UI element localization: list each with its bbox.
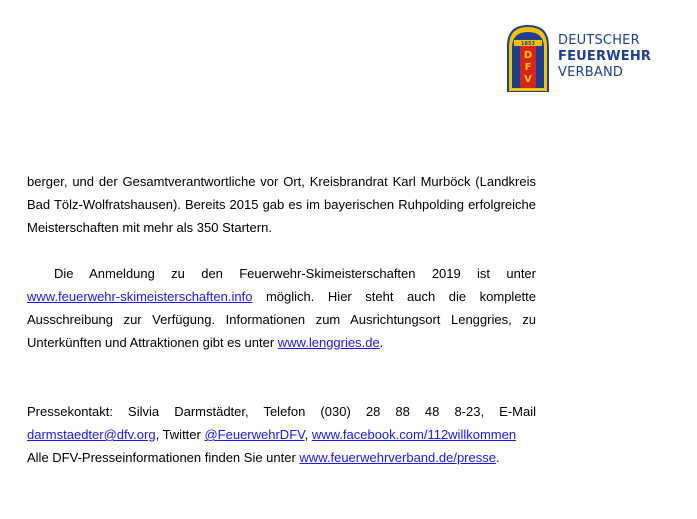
contact-text-b: , Twitter [155,427,205,442]
contact-text-c: , [304,427,312,442]
email-link[interactable]: darmstaedter@dfv.org [27,427,156,442]
dfv-logo [504,24,674,94]
paragraph-press-contact [27,400,536,469]
logo-line-deutscher: DEUTSCHER [558,33,640,48]
paragraph-registration [27,262,536,354]
logo-wordmark [558,33,651,81]
lenggries-link[interactable]: www.lenggries.de [277,335,380,350]
contact-text-a: Pressekontakt: Silvia Darmstädter, Telefon (030) 28 88 48 8-23, E-Mail [27,404,536,419]
logo-line-feuerwehr: FEUERWEHR [558,49,652,64]
paragraph-spacer [27,354,536,400]
skimeisterschaften-link[interactable]: www.feuerwehr-skimeisterschaften.info [27,289,253,304]
registration-text-c: . [379,335,384,350]
paragraph-organizers: berger, und der Gesamtverantwortliche vor Ort, Kreisbrandrat Karl Murböck (Landkreis Bad Tölz-Wolfratshausen). Bereits 2015 gab es im bayerischen Ruhpolding erfolgreiche Meisterschaften mit mehr als 350 Startern. [27,174,536,235]
logo-line-verband: VERBAND [558,65,624,80]
twitter-link[interactable]: @FeuerwehrDFV [204,427,305,442]
dfv-emblem-icon [504,24,552,92]
emblem-letter-d: D [523,50,533,61]
press-release-body [27,170,536,469]
facebook-link[interactable]: www.facebook.com/112willkommen [311,427,517,442]
presse-link[interactable]: www.feuerwehrverband.de/presse [299,450,496,465]
emblem-letter-v: V [524,74,532,85]
emblem-year: 1853 [521,41,535,47]
registration-text-a: Die Anmeldung zu den Feuerwehr-Skimeisterschaften 2019 ist unter [54,266,536,281]
press-info-text-a: Alle DFV-Presseinformationen finden Sie unter [27,450,300,465]
registration-text-b: möglich. Hier steht auch die komplette Ausschreibung zur Verfügung. Informationen zum Ausrichtungsort Lenggries, zu Unterkünften und Attraktionen gibt es unter [27,289,536,350]
paragraph-spacer [27,239,536,262]
press-info-text-b: . [495,450,500,465]
emblem-letter-f: F [524,62,532,73]
